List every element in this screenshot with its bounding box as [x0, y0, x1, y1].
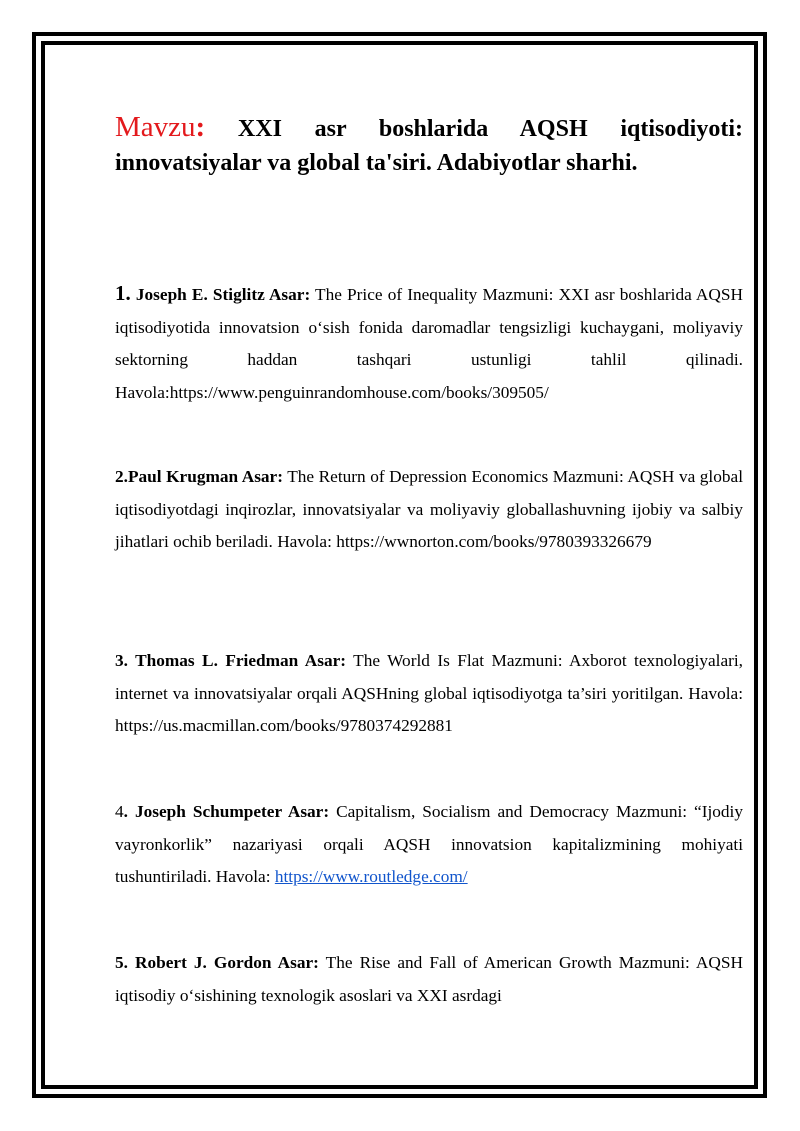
title-colon: :: [195, 111, 206, 143]
entry-body: Capitalism, Socialism and Democracy Mazmuni: “Ijodiy vayronkorlik” nazariyasi orqali AQSH innovatsion kapitalizmining mohiyati tushuntiriladi. Havola:: [115, 802, 744, 886]
document-body: [115, 110, 744, 1005]
entry-author: Joseph E. Stiglitz Asar:: [130, 285, 311, 304]
entry-author: Paul Krugman Asar:: [127, 467, 283, 486]
entry-body: The Price of Inequality Mazmuni: XXI asr boshlarida AQSH iqtisodiyotida innovatsion o‘sish fonida daromadlar tengsizligi kuchaygani, moliyaviy sektorning haddan tashqari ustunligi tahlil qilinadi. Havola:https://www.penguinrandomhouse.com/books/309505/: [115, 285, 743, 402]
page-title: [115, 110, 743, 180]
entry-author: . Joseph Schumpeter Asar:: [123, 802, 330, 821]
entry-number: 4: [115, 802, 124, 821]
page-border-inner: [41, 41, 758, 1089]
title-text: XXI asr boshlarida AQSH iqtisodiyoti: innovatsiyalar va global ta'siri. Adabiyotlar sharhi.: [115, 116, 743, 176]
reference-entry-4: [115, 796, 743, 894]
entry-number: 5.: [115, 953, 128, 972]
entry-author: Robert J. Gordon Asar:: [127, 953, 319, 972]
reference-entry-2: [115, 461, 743, 559]
entry-number: 1.: [115, 281, 131, 305]
entry-number: 3.: [115, 651, 128, 670]
entry-body: The Rise and Fall of American Growth Mazmuni: AQSH iqtisodiy o‘sishining texnologik asoslari va XXI asrdagi: [115, 953, 743, 1005]
reference-entry-5: [115, 947, 743, 1012]
routledge-link[interactable]: https://www.routledge.com/: [274, 867, 468, 886]
reference-entry-3: [115, 645, 743, 743]
entry-body: The World Is Flat Mazmuni: Axborot texnologiyalari, internet va innovatsiyalar orqali AQSHning global iqtisodiyotga ta’siri yoritilgan. Havola: https://us.macmillan.com/books/9780374292881: [115, 651, 743, 735]
title-label: Mavzu: [115, 111, 196, 143]
entry-number: 2.: [115, 467, 128, 486]
entry-body: The Return of Depression Economics Mazmuni: AQSH va global iqtisodiyotdagi inqirozlar, innovatsiyalar va moliyaviy globallashuvning ijobiy va salbiy jihatlari ochib beriladi. Havola: https://wwnorton.com/books/9780393326679: [115, 467, 743, 551]
reference-entry-1: [115, 277, 743, 409]
entry-author: Thomas L. Friedman Asar:: [127, 651, 347, 670]
